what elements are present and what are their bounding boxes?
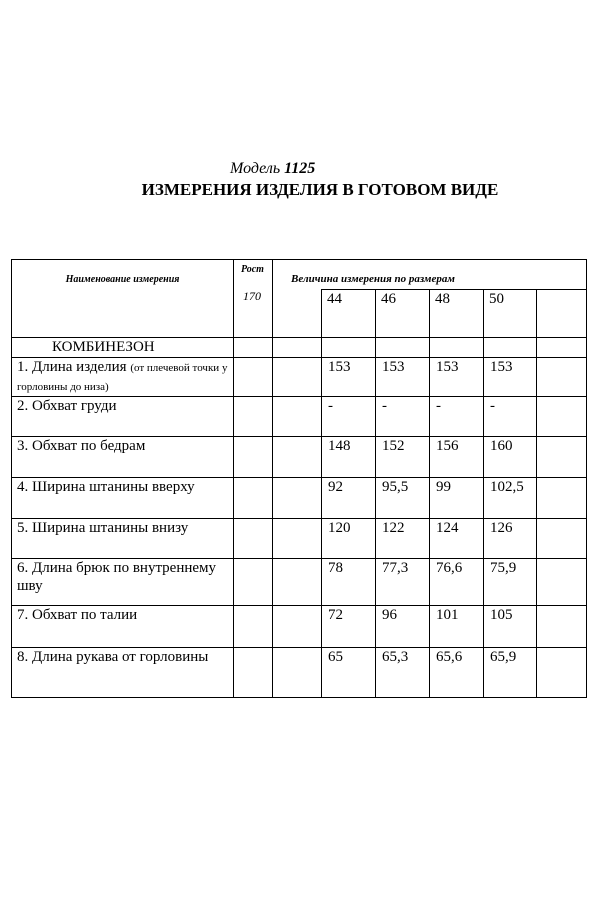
size-header: 44 [322,290,376,338]
empty-cell [537,358,587,397]
empty-cell [273,358,322,397]
empty-cell [234,397,273,437]
model-label [230,160,315,178]
empty-cell [537,437,587,478]
measurement-value: - [322,397,376,437]
measurement-value: 65,6 [430,648,484,698]
empty-cell [537,338,587,358]
measurement-value: 75,9 [484,559,537,606]
empty-cell [376,338,430,358]
empty-cell [273,437,322,478]
measurement-value: 156 [430,437,484,478]
empty-cell [234,437,273,478]
empty-cell [273,519,322,559]
measurement-value: 160 [484,437,537,478]
measurement-name-text: 1. Длина изделия [17,359,127,375]
table-row [12,397,587,437]
rost-label: Рост [241,264,264,275]
measurement-value: 153 [322,358,376,397]
measurement-value: 101 [430,606,484,648]
empty-cell [234,478,273,519]
measurement-name [12,358,234,397]
model-label-text: Модель [230,160,281,177]
measurement-value: 72 [322,606,376,648]
empty-cell [234,606,273,648]
size-header: 50 [484,290,537,338]
measurement-value: 153 [430,358,484,397]
measurement-value: 95,5 [376,478,430,519]
empty-cell [234,338,273,358]
empty-cell [273,397,322,437]
measurement-name [12,606,234,648]
measurement-value: 65,3 [376,648,430,698]
rost-value: 170 [243,289,261,303]
measurements-table [11,259,587,698]
measurement-value: 76,6 [430,559,484,606]
empty-cell [234,358,273,397]
empty-cell [273,478,322,519]
measurement-value: 65,9 [484,648,537,698]
size-header: 46 [376,290,430,338]
measurement-name [12,437,234,478]
empty-cell [273,290,322,338]
empty-cell [537,397,587,437]
measurement-value: 124 [430,519,484,559]
empty-cell [430,338,484,358]
empty-cell [537,478,587,519]
measurement-name-text: 3. Обхват по бедрам [17,438,146,454]
table-row [12,519,587,559]
empty-cell [537,559,587,606]
measurement-value: 148 [322,437,376,478]
measurement-value: 105 [484,606,537,648]
measurement-name [12,559,234,606]
measurement-value: - [430,397,484,437]
page-title: ИЗМЕРЕНИЯ ИЗДЕЛИЯ В ГОТОВОМ ВИДЕ [141,180,499,199]
table-row [12,648,587,698]
measurement-name-text: 4. Ширина штанины вверху [17,479,195,495]
measurement-value: 102,5 [484,478,537,519]
empty-cell [484,338,537,358]
table-row [12,437,587,478]
empty-cell [537,290,587,338]
model-number: 1125 [284,160,316,177]
measurement-name [12,397,234,437]
measurement-value: - [484,397,537,437]
measurement-value: 65 [322,648,376,698]
table-row [12,478,587,519]
empty-cell [273,338,322,358]
measurement-name [12,519,234,559]
measurement-name-text: 7. Обхват по талии [17,607,138,623]
empty-cell [234,648,273,698]
column-header-values: Величина измерения по размерам [273,260,587,290]
measurement-name [12,648,234,698]
measurement-value: - [376,397,430,437]
empty-cell [273,559,322,606]
measurement-note: (от плечевой точки у горловины до низа) [17,362,228,393]
empty-cell [273,606,322,648]
empty-cell [234,519,273,559]
size-header: 48 [430,290,484,338]
measurement-value: 96 [376,606,430,648]
empty-cell [537,606,587,648]
measurement-value: 77,3 [376,559,430,606]
measurement-value: 122 [376,519,430,559]
column-header-rost [234,260,273,338]
measurement-name-text: 5. Ширина штанины внизу [17,520,189,536]
measurement-value: 153 [376,358,430,397]
empty-cell [273,648,322,698]
measurement-value: 120 [322,519,376,559]
measurement-value: 78 [322,559,376,606]
measurement-value: 99 [430,478,484,519]
measurement-value: 153 [484,358,537,397]
table-row [12,559,587,606]
measurement-name-text: 6. Длина брюк по внутреннему шву [17,560,217,594]
table-row [12,606,587,648]
measurement-name-text: 2. Обхват груди [17,398,117,414]
column-header-name: Наименование измерения [12,260,234,338]
measurement-value: 92 [322,478,376,519]
empty-cell [537,519,587,559]
measurement-value: 152 [376,437,430,478]
empty-cell [234,559,273,606]
table-row [12,358,587,397]
section-title: КОМБИНЕЗОН [12,338,234,358]
empty-cell [537,648,587,698]
measurement-value: 126 [484,519,537,559]
measurement-name-text: 8. Длина рукава от горловины [17,649,209,665]
empty-cell [322,338,376,358]
measurement-name [12,478,234,519]
